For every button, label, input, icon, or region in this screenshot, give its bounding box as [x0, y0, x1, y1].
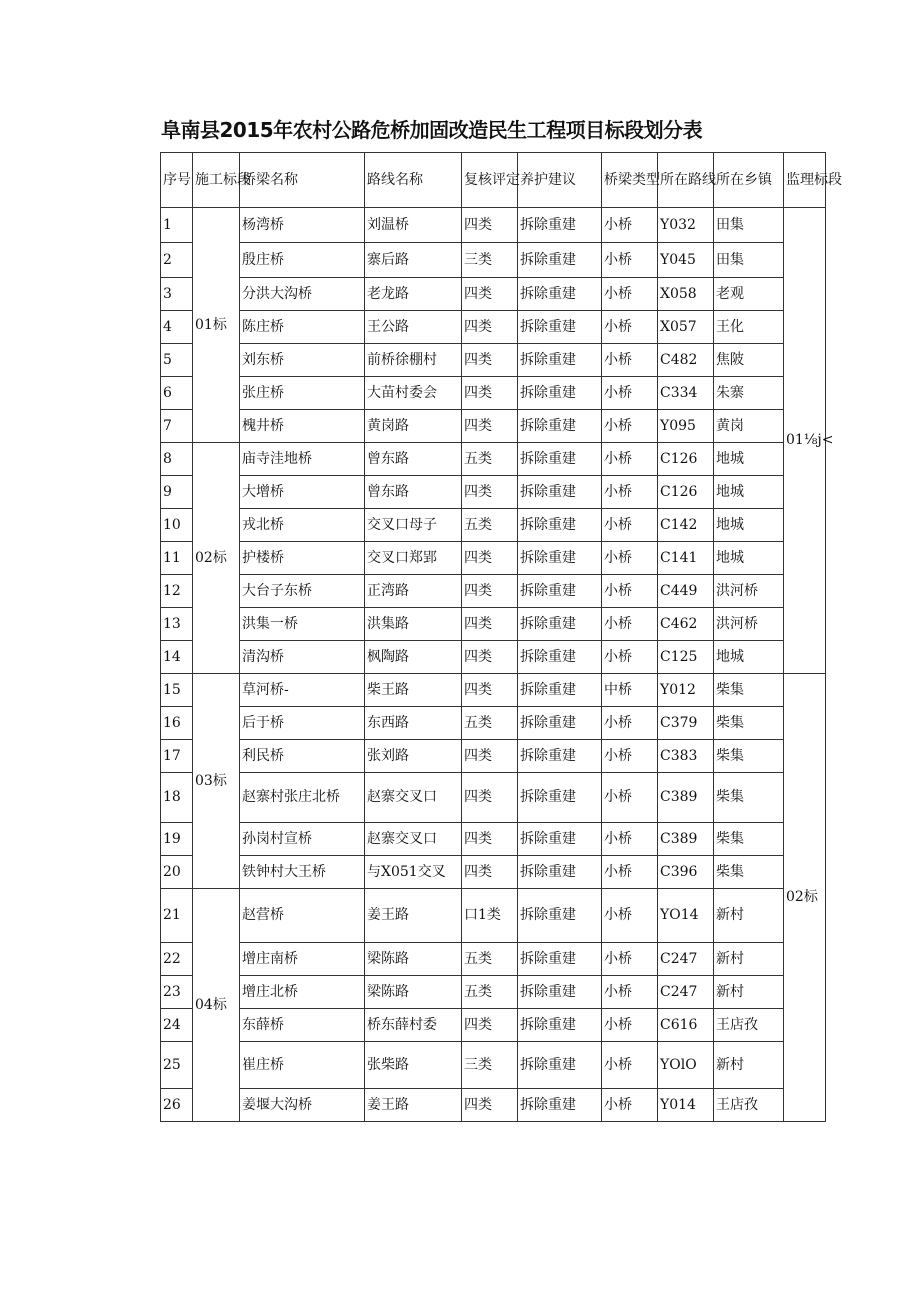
bridge-name-cell: 铁钟村大王桥 [240, 856, 365, 889]
bridge-name-cell: 大台子东桥 [240, 575, 365, 608]
bridge-name-cell: 洪集一桥 [240, 608, 365, 641]
bridge-name-cell: 庙寺洼地桥 [240, 443, 365, 476]
table-row [161, 542, 826, 575]
seq-cell: 18 [161, 773, 193, 823]
route-name-cell: 交叉口郑郢 [365, 542, 462, 575]
bridge-type-cell: 小桥 [602, 443, 658, 476]
table-row [161, 344, 826, 377]
advice-cell: 拆除重建 [518, 641, 602, 674]
road-code-cell: C379 [658, 707, 714, 740]
advice-cell: 拆除重建 [518, 575, 602, 608]
advice-cell: 拆除重建 [518, 1009, 602, 1042]
bridge-name-cell: 增庄北桥 [240, 976, 365, 1009]
road-code-cell: C462 [658, 608, 714, 641]
bridge-type-cell: 中桥 [602, 674, 658, 707]
bridge-name-cell: 姜堰大沟桥 [240, 1089, 365, 1122]
bridge-type-cell: 小桥 [602, 377, 658, 410]
rating-cell: 四类 [462, 344, 518, 377]
rating-cell: 四类 [462, 608, 518, 641]
road-code-cell: C389 [658, 823, 714, 856]
seq-cell: 13 [161, 608, 193, 641]
rating-cell: 五类 [462, 443, 518, 476]
bridge-name-cell: 增庄南桥 [240, 943, 365, 976]
bridge-name-cell: 分洪大沟桥 [240, 278, 365, 311]
bridge-type-cell: 小桥 [602, 740, 658, 773]
seq-cell: 9 [161, 476, 193, 509]
road-code-cell: X057 [658, 311, 714, 344]
table-row [161, 410, 826, 443]
bridge-name-cell: 赵寨村张庄北桥 [240, 773, 365, 823]
bridge-type-cell: 小桥 [602, 243, 658, 278]
bridge-name-cell: 杨湾桥 [240, 208, 365, 243]
seq-cell: 26 [161, 1089, 193, 1122]
table-row [161, 377, 826, 410]
road-code-cell: Y045 [658, 243, 714, 278]
road-code-cell: YO14 [658, 889, 714, 943]
table-row [161, 674, 826, 707]
town-cell: 王店孜 [714, 1009, 784, 1042]
route-name-cell: 赵寨交叉口 [365, 773, 462, 823]
advice-cell: 拆除重建 [518, 243, 602, 278]
table-body [161, 208, 834, 1122]
rating-cell: 四类 [462, 773, 518, 823]
road-code-cell: C449 [658, 575, 714, 608]
route-name-cell: 王公路 [365, 311, 462, 344]
bridge-name-cell: 护楼桥 [240, 542, 365, 575]
table-row [161, 311, 826, 344]
seq-cell: 10 [161, 509, 193, 542]
advice-cell: 拆除重建 [518, 344, 602, 377]
seq-cell: 4 [161, 311, 193, 344]
route-name-cell: 梁陈路 [365, 976, 462, 1009]
town-cell: 田集 [714, 243, 784, 278]
header-rating: 复核评定 [462, 153, 518, 208]
rating-cell: 五类 [462, 943, 518, 976]
town-cell: 王店孜 [714, 1089, 784, 1122]
road-code-cell: C334 [658, 377, 714, 410]
header-type: 桥梁类型 [602, 153, 658, 208]
supervision-cell: 01⅛j< [784, 208, 826, 674]
header-bridge: 桥梁名称 [240, 153, 365, 208]
road-code-cell: C616 [658, 1009, 714, 1042]
road-code-cell: C126 [658, 443, 714, 476]
town-cell: 新村 [714, 889, 784, 943]
route-name-cell: 桥东薛村委 [365, 1009, 462, 1042]
road-code-cell: Y032 [658, 208, 714, 243]
town-cell: 新村 [714, 1042, 784, 1089]
rating-cell: 三类 [462, 1042, 518, 1089]
table-row [161, 1009, 826, 1042]
route-name-cell: 张刘路 [365, 740, 462, 773]
town-cell: 地城 [714, 509, 784, 542]
table-row [161, 243, 826, 278]
advice-cell: 拆除重建 [518, 856, 602, 889]
table-row [161, 278, 826, 311]
route-name-cell: 与X051交叉 [365, 856, 462, 889]
table-row [161, 773, 826, 823]
bridge-type-cell: 小桥 [602, 542, 658, 575]
road-code-cell: C142 [658, 509, 714, 542]
town-cell: 洪河桥 [714, 608, 784, 641]
rating-cell: 四类 [462, 278, 518, 311]
bridge-type-cell: 小桥 [602, 1009, 658, 1042]
rating-cell: 四类 [462, 476, 518, 509]
seq-cell: 14 [161, 641, 193, 674]
table-row [161, 856, 826, 889]
town-cell: 地城 [714, 443, 784, 476]
advice-cell: 拆除重建 [518, 608, 602, 641]
rating-cell: 四类 [462, 740, 518, 773]
rating-cell: 四类 [462, 674, 518, 707]
route-name-cell: 张柴路 [365, 1042, 462, 1089]
bridge-name-cell: 草河桥- [240, 674, 365, 707]
route-name-cell: 曾东路 [365, 443, 462, 476]
section-cell: 04标 [193, 889, 240, 1122]
town-cell: 新村 [714, 976, 784, 1009]
table-row [161, 509, 826, 542]
bridge-type-cell: 小桥 [602, 278, 658, 311]
rating-cell: 四类 [462, 311, 518, 344]
advice-cell: 拆除重建 [518, 943, 602, 976]
advice-cell: 拆除重建 [518, 311, 602, 344]
advice-cell: 拆除重建 [518, 823, 602, 856]
bridge-name-cell: 戎北桥 [240, 509, 365, 542]
bridge-name-cell: 后于桥 [240, 707, 365, 740]
route-name-cell: 老龙路 [365, 278, 462, 311]
route-name-cell: 前桥徐棚村 [365, 344, 462, 377]
bridge-name-cell: 槐井桥 [240, 410, 365, 443]
seq-cell: 16 [161, 707, 193, 740]
seq-cell: 19 [161, 823, 193, 856]
section-cell: 03标 [193, 674, 240, 889]
seq-cell: 21 [161, 889, 193, 943]
advice-cell: 拆除重建 [518, 976, 602, 1009]
table-row [161, 208, 826, 243]
supervision-cell: 02标 [784, 674, 826, 1122]
route-name-cell: 寨后路 [365, 243, 462, 278]
town-cell: 柴集 [714, 707, 784, 740]
rating-cell: 四类 [462, 823, 518, 856]
town-cell: 柴集 [714, 856, 784, 889]
rating-cell: 四类 [462, 208, 518, 243]
advice-cell: 拆除重建 [518, 443, 602, 476]
town-cell: 黄岗 [714, 410, 784, 443]
rating-cell: 四类 [462, 575, 518, 608]
seq-cell: 6 [161, 377, 193, 410]
header-seq: 序号 [161, 153, 193, 208]
route-name-cell: 曾东路 [365, 476, 462, 509]
road-code-cell: C482 [658, 344, 714, 377]
table-row [161, 976, 826, 1009]
header-road: 所在路线 [658, 153, 714, 208]
table-row [161, 575, 826, 608]
advice-cell: 拆除重建 [518, 707, 602, 740]
seq-cell: 22 [161, 943, 193, 976]
route-name-cell: 枫陶路 [365, 641, 462, 674]
bridge-type-cell: 小桥 [602, 823, 658, 856]
bridge-type-cell: 小桥 [602, 608, 658, 641]
rating-cell: 四类 [462, 641, 518, 674]
bridge-name-cell: 东薛桥 [240, 1009, 365, 1042]
rating-cell: 口1类 [462, 889, 518, 943]
bridge-name-cell: 刘东桥 [240, 344, 365, 377]
route-name-cell: 大苗村委会 [365, 377, 462, 410]
rating-cell: 四类 [462, 542, 518, 575]
advice-cell: 拆除重建 [518, 509, 602, 542]
page-title: 阜南县2015年农村公路危桥加固改造民生工程项目标段划分表 [161, 118, 703, 142]
bridge-type-cell: 小桥 [602, 1089, 658, 1122]
table-row [161, 1089, 826, 1122]
bridge-name-cell: 陈庄桥 [240, 311, 365, 344]
advice-cell: 拆除重建 [518, 278, 602, 311]
bridge-type-cell: 小桥 [602, 856, 658, 889]
road-code-cell: C125 [658, 641, 714, 674]
road-code-cell: C141 [658, 542, 714, 575]
rating-cell: 四类 [462, 410, 518, 443]
seq-cell: 2 [161, 243, 193, 278]
bridge-name-cell: 崔庄桥 [240, 1042, 365, 1089]
seq-cell: 5 [161, 344, 193, 377]
town-cell: 朱寨 [714, 377, 784, 410]
advice-cell: 拆除重建 [518, 674, 602, 707]
town-cell: 地城 [714, 641, 784, 674]
town-cell: 柴集 [714, 773, 784, 823]
table-row [161, 443, 826, 476]
bridge-type-cell: 小桥 [602, 311, 658, 344]
bridge-type-cell: 小桥 [602, 575, 658, 608]
header-advice: 养护建议 [518, 153, 602, 208]
route-name-cell: 正湾路 [365, 575, 462, 608]
seq-cell: 3 [161, 278, 193, 311]
bridge-type-cell: 小桥 [602, 943, 658, 976]
town-cell: 柴集 [714, 740, 784, 773]
route-name-cell: 梁陈路 [365, 943, 462, 976]
seq-cell: 20 [161, 856, 193, 889]
route-name-cell: 洪集路 [365, 608, 462, 641]
bridge-type-cell: 小桥 [602, 344, 658, 377]
advice-cell: 拆除重建 [518, 773, 602, 823]
bridge-type-cell: 小桥 [602, 509, 658, 542]
road-code-cell: C126 [658, 476, 714, 509]
advice-cell: 拆除重建 [518, 1089, 602, 1122]
bridge-type-cell: 小桥 [602, 208, 658, 243]
advice-cell: 拆除重建 [518, 208, 602, 243]
seq-cell: 25 [161, 1042, 193, 1089]
road-code-cell: C396 [658, 856, 714, 889]
section-cell: 01标 [193, 208, 240, 443]
bridge-type-cell: 小桥 [602, 476, 658, 509]
bridge-name-cell: 利民桥 [240, 740, 365, 773]
rating-cell: 四类 [462, 377, 518, 410]
table-row [161, 740, 826, 773]
town-cell: 新村 [714, 943, 784, 976]
table-row [161, 608, 826, 641]
rating-cell: 四类 [462, 1089, 518, 1122]
route-name-cell: 姜王路 [365, 1089, 462, 1122]
rating-cell: 四类 [462, 1009, 518, 1042]
advice-cell: 拆除重建 [518, 542, 602, 575]
seq-cell: 24 [161, 1009, 193, 1042]
advice-cell: 拆除重建 [518, 740, 602, 773]
rating-cell: 五类 [462, 976, 518, 1009]
town-cell: 田集 [714, 208, 784, 243]
bridge-name-cell: 张庄桥 [240, 377, 365, 410]
route-name-cell: 柴王路 [365, 674, 462, 707]
bridge-name-cell: 赵营桥 [240, 889, 365, 943]
road-code-cell: C247 [658, 976, 714, 1009]
table-row [161, 943, 826, 976]
town-cell: 柴集 [714, 823, 784, 856]
bridge-type-cell: 小桥 [602, 773, 658, 823]
rating-cell: 四类 [462, 856, 518, 889]
seq-cell: 1 [161, 208, 193, 243]
road-code-cell: C389 [658, 773, 714, 823]
town-cell: 洪河桥 [714, 575, 784, 608]
route-name-cell: 东西路 [365, 707, 462, 740]
road-code-cell: C383 [658, 740, 714, 773]
road-code-cell: Y014 [658, 1089, 714, 1122]
advice-cell: 拆除重建 [518, 410, 602, 443]
town-cell: 老观 [714, 278, 784, 311]
town-cell: 王化 [714, 311, 784, 344]
header-row [161, 153, 826, 208]
bridge-type-cell: 小桥 [602, 889, 658, 943]
advice-cell: 拆除重建 [518, 1042, 602, 1089]
bridge-name-cell: 大增桥 [240, 476, 365, 509]
bridge-type-cell: 小桥 [602, 976, 658, 1009]
header-section: 施工标段 [193, 153, 240, 208]
advice-cell: 拆除重建 [518, 889, 602, 943]
bridge-type-cell: 小桥 [602, 410, 658, 443]
route-name-cell: 黄岗路 [365, 410, 462, 443]
town-cell: 焦陂 [714, 344, 784, 377]
town-cell: 地城 [714, 476, 784, 509]
bridge-name-cell: 孙岗村宣桥 [240, 823, 365, 856]
town-cell: 柴集 [714, 674, 784, 707]
table-row [161, 1042, 826, 1089]
road-code-cell: Y095 [658, 410, 714, 443]
road-code-cell: X058 [658, 278, 714, 311]
rating-cell: 三类 [462, 243, 518, 278]
bridge-type-cell: 小桥 [602, 1042, 658, 1089]
advice-cell: 拆除重建 [518, 476, 602, 509]
bridge-section-table [160, 152, 842, 1122]
section-cell: 02标 [193, 443, 240, 674]
seq-cell: 11 [161, 542, 193, 575]
seq-cell: 15 [161, 674, 193, 707]
bridge-name-cell: 殷庄桥 [240, 243, 365, 278]
route-name-cell: 交叉口母子 [365, 509, 462, 542]
seq-cell: 12 [161, 575, 193, 608]
route-name-cell: 姜王路 [365, 889, 462, 943]
table-row [161, 823, 826, 856]
seq-cell: 23 [161, 976, 193, 1009]
seq-cell: 8 [161, 443, 193, 476]
rating-cell: 五类 [462, 509, 518, 542]
table-row [161, 889, 826, 943]
table-row [161, 707, 826, 740]
town-cell: 地城 [714, 542, 784, 575]
header-supervision: 监理标段 [784, 153, 826, 208]
advice-cell: 拆除重建 [518, 377, 602, 410]
bridge-type-cell: 小桥 [602, 707, 658, 740]
table-row [161, 476, 826, 509]
road-code-cell: YOlO [658, 1042, 714, 1089]
road-code-cell: C247 [658, 943, 714, 976]
rating-cell: 五类 [462, 707, 518, 740]
table-row [161, 641, 826, 674]
bridge-name-cell: 清沟桥 [240, 641, 365, 674]
road-code-cell: Y012 [658, 674, 714, 707]
seq-cell: 7 [161, 410, 193, 443]
header-town: 所在乡镇 [714, 153, 784, 208]
header-route: 路线名称 [365, 153, 462, 208]
route-name-cell: 刘温桥 [365, 208, 462, 243]
seq-cell: 17 [161, 740, 193, 773]
bridge-type-cell: 小桥 [602, 641, 658, 674]
route-name-cell: 赵寨交叉口 [365, 823, 462, 856]
